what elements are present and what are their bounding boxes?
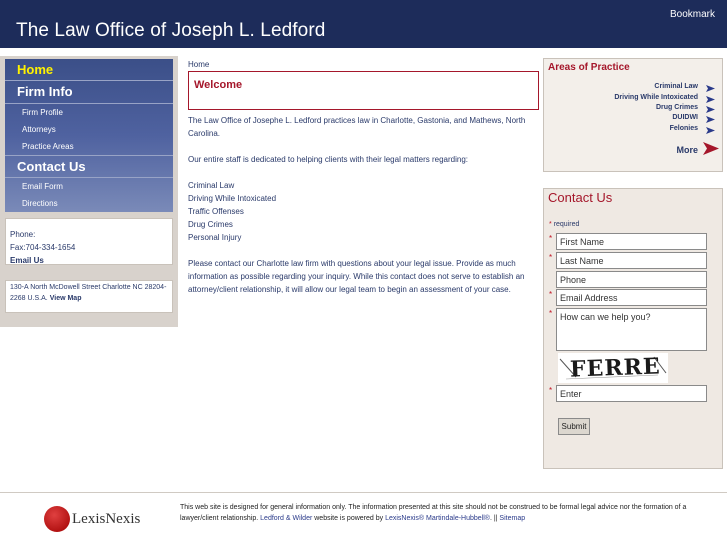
nav-firm-profile[interactable]: Firm Profile <box>22 108 63 117</box>
contact-info-box <box>5 218 173 265</box>
last-name-field[interactable] <box>556 252 707 269</box>
disclaimer-text: This web site is designed for general information only. The information presented at this site should not be construed to be formal legal advice nor the formation of a lawyer/client relationship. <box>180 504 687 522</box>
required-label: required <box>553 221 580 228</box>
arrow-right-icon <box>706 106 715 113</box>
closing-paragraph: Please contact our Charlotte law firm with questions about your legal issue. Provide as much information as possible regarding your inquiry. While this contact does not serve to establish an attorney/client relationship, it will allow our legal team to begin an assessment of your case. <box>188 259 525 294</box>
more-link[interactable]: More <box>676 145 698 155</box>
phone-label: Phone: <box>10 230 36 239</box>
site-title[interactable]: The Law Office of Joseph L. Ledford <box>16 20 326 41</box>
arrow-right-icon[interactable] <box>703 142 719 155</box>
page-title: Welcome <box>194 79 243 91</box>
footer-disclaimer <box>180 502 710 524</box>
arrow-right-icon <box>706 127 715 134</box>
areas-of-practice-box <box>543 58 723 172</box>
nav-contact-us[interactable]: Contact Us <box>17 159 86 174</box>
required-star: * <box>549 234 553 243</box>
site-header <box>0 0 727 48</box>
powered-by-link[interactable]: LexisNexis® Martindale-Hubbell® <box>385 515 490 522</box>
arrow-right-icon <box>706 96 715 103</box>
list-item: Drug Crimes <box>188 220 233 229</box>
fax-number: Fax:704-334-1654 <box>10 243 76 252</box>
contact-form <box>543 188 723 469</box>
phone-field[interactable] <box>556 271 707 288</box>
practice-areas-list <box>188 179 540 244</box>
bookmark-link[interactable]: Bookmark <box>669 9 715 20</box>
required-star: * <box>549 309 553 318</box>
list-item: Personal Injury <box>188 233 242 242</box>
main-nav <box>5 59 173 212</box>
nav-email-form[interactable]: Email Form <box>22 182 63 191</box>
areas-title: Areas of Practice <box>548 62 630 73</box>
arrow-right-icon <box>706 85 715 92</box>
left-sidebar <box>0 56 178 327</box>
captcha-image <box>558 353 668 383</box>
email-us-link[interactable]: Email Us <box>10 256 44 265</box>
nav-practice-areas[interactable]: Practice Areas <box>22 142 74 151</box>
staff-paragraph: Our entire staff is dedicated to helping clients with their legal matters regarding: <box>188 155 468 164</box>
welcome-box <box>188 71 539 110</box>
area-link-felonies[interactable]: Felonies <box>669 125 698 132</box>
list-item: Driving While Intoxicated <box>188 194 277 203</box>
footer-divider <box>0 492 727 493</box>
area-link-duidwi[interactable]: DUIDWI <box>672 114 698 121</box>
nav-directions[interactable]: Directions <box>22 199 58 208</box>
captcha-input[interactable] <box>556 385 707 402</box>
required-note <box>549 221 579 228</box>
main-content <box>188 114 540 309</box>
powered-text: website is powered by <box>314 515 384 522</box>
message-field[interactable] <box>556 308 707 351</box>
sitemap-link[interactable]: Sitemap <box>499 515 526 522</box>
lexisnexis-logo[interactable] <box>44 506 164 532</box>
first-name-field[interactable] <box>556 233 707 250</box>
nav-firm-info[interactable]: Firm Info <box>17 84 73 99</box>
form-title: Contact Us <box>548 190 613 205</box>
breadcrumb[interactable]: Home <box>188 60 210 69</box>
arrow-right-icon <box>706 116 715 123</box>
list-item: Criminal Law <box>188 181 235 190</box>
captcha-text: FERRE <box>569 353 662 383</box>
required-star: * <box>549 221 552 228</box>
nav-attorneys[interactable]: Attorneys <box>22 125 56 134</box>
view-map-link[interactable]: View Map <box>49 295 82 302</box>
footer-separator: . || <box>489 515 498 522</box>
area-link-dwi[interactable]: Driving While Intoxicated <box>614 94 698 101</box>
list-item: Traffic Offenses <box>188 207 244 216</box>
street-address: 130-A North McDowell Street Charlotte NC 28204-2268 U.S.A. <box>10 284 167 302</box>
submit-button[interactable]: Submit <box>558 418 590 435</box>
area-link-drug-crimes[interactable]: Drug Crimes <box>655 104 698 111</box>
address-box <box>5 280 173 313</box>
firm-link[interactable]: Ledford & Wilder <box>260 515 313 522</box>
area-link-criminal-law[interactable]: Criminal Law <box>654 83 698 90</box>
email-field[interactable] <box>556 289 707 306</box>
nav-home[interactable]: Home <box>17 62 54 77</box>
logo-dot-icon <box>44 506 70 532</box>
required-star: * <box>549 386 553 395</box>
required-star: * <box>549 290 553 299</box>
logo-text: LexisNexis <box>72 511 141 527</box>
required-star: * <box>549 253 553 262</box>
intro-paragraph: The Law Office of Josephe L. Ledford practices law in Charlotte, Gastonia, and Mathews, North Carolina. <box>188 116 526 138</box>
